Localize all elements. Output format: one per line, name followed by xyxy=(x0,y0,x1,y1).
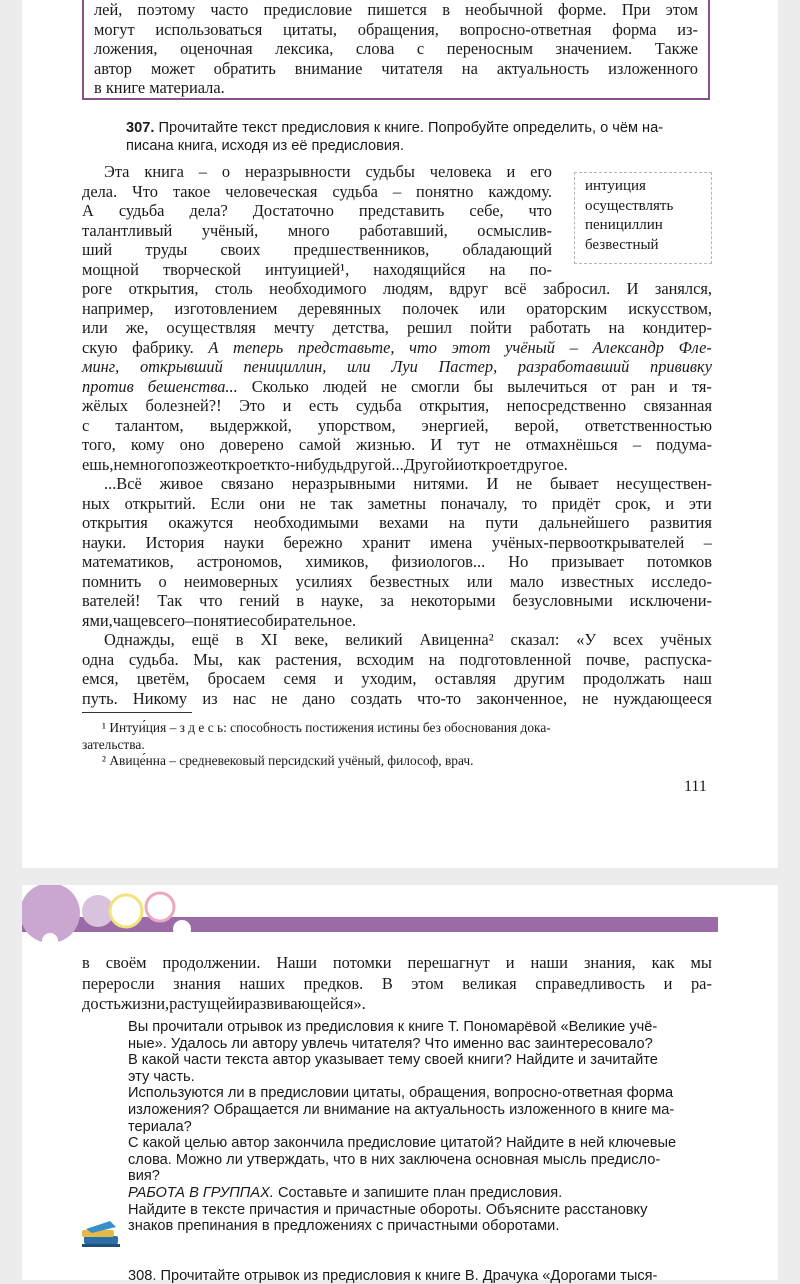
vocab-word: безвестный xyxy=(585,236,659,253)
text-line: ных открытий. Если они не так заметны поначалу, то придёт срок, и эти xyxy=(82,493,712,513)
page-header-decoration xyxy=(22,885,778,949)
page-number: 111 xyxy=(684,778,707,795)
text-line: Однажды, ещё в XI веке, великий Авиценна² сказал: «У всех учёных xyxy=(104,630,712,649)
text-line: роге открытия, столь необходимого людям, вдруг всё забросил. И занялся, xyxy=(82,279,712,298)
question-line: ные». Удалось ли автору увлечь читателя? Что именно вас заинтересовало? xyxy=(128,1035,653,1052)
question-line: Вы прочитали отрывок из предисловия к книге Т. Пономарёвой «Великие учё- xyxy=(128,1019,658,1035)
questions-block xyxy=(128,1019,718,1235)
text-line: ями, чаще всего – понятие собирательное. xyxy=(82,610,357,630)
question-line: Используются ли в предисловии цитаты, обращения, вопросно-ответная форма xyxy=(128,1085,674,1102)
theory-box xyxy=(82,0,710,100)
text-line: науки. История науки бережно хранит имена учёных-первооткрывателей – xyxy=(82,532,712,552)
text-line: минг, открывший пенициллин, или Луи Пастер, разработавший прививку xyxy=(82,357,712,376)
theory-line: ложения, оценочная лексика, слова с переносным значением. Также xyxy=(94,39,698,59)
footnote-1: ¹ Интуи́ция – з д е с ь: способность постижения истины без обоснования дока- xyxy=(102,720,551,735)
task-307 xyxy=(126,120,726,155)
header-circle xyxy=(110,895,142,927)
task-text: писана книга, исходя из её предисловия. xyxy=(126,137,404,154)
vocab-word: пенициллин xyxy=(585,217,663,233)
vocab-word: осуществлять xyxy=(585,197,674,214)
question-line: изложения? Обращается ли внимание на актуальность изложенного в книге ма- xyxy=(128,1101,675,1118)
text-line: открытия окажутся необходимыми вехами на пути дальнейшего развития xyxy=(82,513,712,532)
textbook-page-111 xyxy=(22,0,778,868)
footnote-1-cont: зательства. xyxy=(82,737,145,752)
vocab-word: интуиция xyxy=(585,178,646,194)
text-line: того, кому оно доверено самой жизнью. И тут не отмахнёшься – подума- xyxy=(82,435,712,454)
question-line: С какой целью автор закончила предисловие цитатой? Найдите в ней ключевые xyxy=(128,1135,677,1152)
text-line: ешь, немного позже откроет кто-нибудь другой... Другой и откроет другое. xyxy=(82,454,568,474)
text-line: талантливый учёный, много работавший, осмыслив- xyxy=(82,220,552,240)
question-line: В какой части текста автор указывает тему своей книги? Найдите и зачитайте xyxy=(128,1052,658,1069)
text-line: Эта книга – о неразрывности судьбы человека и его xyxy=(104,162,552,181)
text-line: дела. Что такое человеческая судьба – понятно каждому. xyxy=(82,181,552,201)
header-circle xyxy=(173,920,191,938)
task-308: 308. Прочитайте отрывок из предисловия к книге В. Драчука «Дорогами тыся- xyxy=(128,1268,658,1284)
text-line: ...Всё живое связано неразрывными нитями. И не бывает несуществен- xyxy=(104,474,712,493)
text-line: помнить о неимоверных усилиях безвестных или мало известных исследо- xyxy=(82,571,712,591)
text-line: емся, цветём, бросаем семя и уходим, оставляя другим продолжать наш xyxy=(82,669,712,688)
vocabulary-box xyxy=(574,172,712,264)
group-work-text: Составьте и запишите план предисловия. xyxy=(273,1184,563,1201)
text-line: одна судьба. Мы, как растения, всходим на подготовленной почве, распуска- xyxy=(82,649,712,669)
textbook-page-112 xyxy=(22,885,778,1284)
text-line: А судьба дела? Достаточно представить себе, что xyxy=(82,201,552,220)
text-line: или же, осуществляя мечту детства, решил пойти работать на кондитер- xyxy=(82,318,712,337)
task-text: Прочитайте текст предисловия к книге. Попробуйте определить, о чём на- xyxy=(154,120,664,136)
question-line: слова. Можно ли утверждать, что в них заключена основная мысль предисло- xyxy=(128,1151,661,1168)
header-circle xyxy=(42,933,58,949)
question-line: териала? xyxy=(128,1118,192,1135)
text-line: жёлых болезней?! Это и есть судьба открытия, непосредственно связанная xyxy=(82,396,712,415)
theory-line: лей, поэтому часто предисловие пишется в необычной форме. При этом xyxy=(94,0,698,19)
group-work-task xyxy=(128,1185,718,1202)
text-line: в своём продолжении. Наши потомки перешагнут и наши знания, как мы xyxy=(82,953,712,972)
text-line: мощной творческой интуицией¹, находящийся на по- xyxy=(82,259,552,279)
text-line: дость жизни, растущей и развивающейся». xyxy=(82,994,366,1013)
text-line: против бешенства... Сколько людей не смогли бы вылечиться от ран и тя- xyxy=(82,376,712,396)
books-icon xyxy=(80,1219,122,1249)
text-line: например, изготовлением деревянных полочек или ораторским искусством, xyxy=(82,298,712,318)
text-line: математиков, астрономов, химиков, физиологов... Но призывает потомков xyxy=(82,552,712,571)
header-circle xyxy=(146,893,174,921)
theory-line: в книге материала. xyxy=(94,78,225,98)
question-line: эту часть. xyxy=(128,1068,195,1085)
text-line: ший труды своих предшественников, обладающий xyxy=(82,240,552,259)
text-line: переросли знания наших предков. В этом великая справедливость и ра- xyxy=(82,973,712,993)
grammar-task-line: Найдите в тексте причастия и причастные обороты. Объясните расстановку xyxy=(128,1201,648,1218)
text-line: вателей! Так что гений в науке, за некоторыми безусловными исключени- xyxy=(82,591,712,610)
theory-line: могут использоваться цитаты, обращения, вопросно-ответная форма из- xyxy=(94,19,698,39)
question-line: вия? xyxy=(128,1168,160,1185)
text-line: скую фабрику. А теперь представьте, что этот учёный – Александр Фле- xyxy=(82,337,712,357)
text-line: путь. Никому из нас не дано создать что-то законченное, не нуждающееся xyxy=(82,688,712,708)
footnote-divider xyxy=(82,712,192,713)
grammar-task-line: знаков препинания в предложениях с причастными оборотами. xyxy=(128,1218,560,1235)
footnote-2: ² Авице́нна – средневековый персидский учёный, философ, врач. xyxy=(102,753,474,768)
task-number: 307. xyxy=(126,120,155,136)
group-work-label: РАБОТА В ГРУППАХ. xyxy=(128,1184,274,1201)
text-line: с талантом, выдержкой, упорством, энергией, верой, ответственностью xyxy=(82,415,712,435)
theory-line: автор может обратить внимание читателя на актуальность изложенного xyxy=(94,58,698,78)
